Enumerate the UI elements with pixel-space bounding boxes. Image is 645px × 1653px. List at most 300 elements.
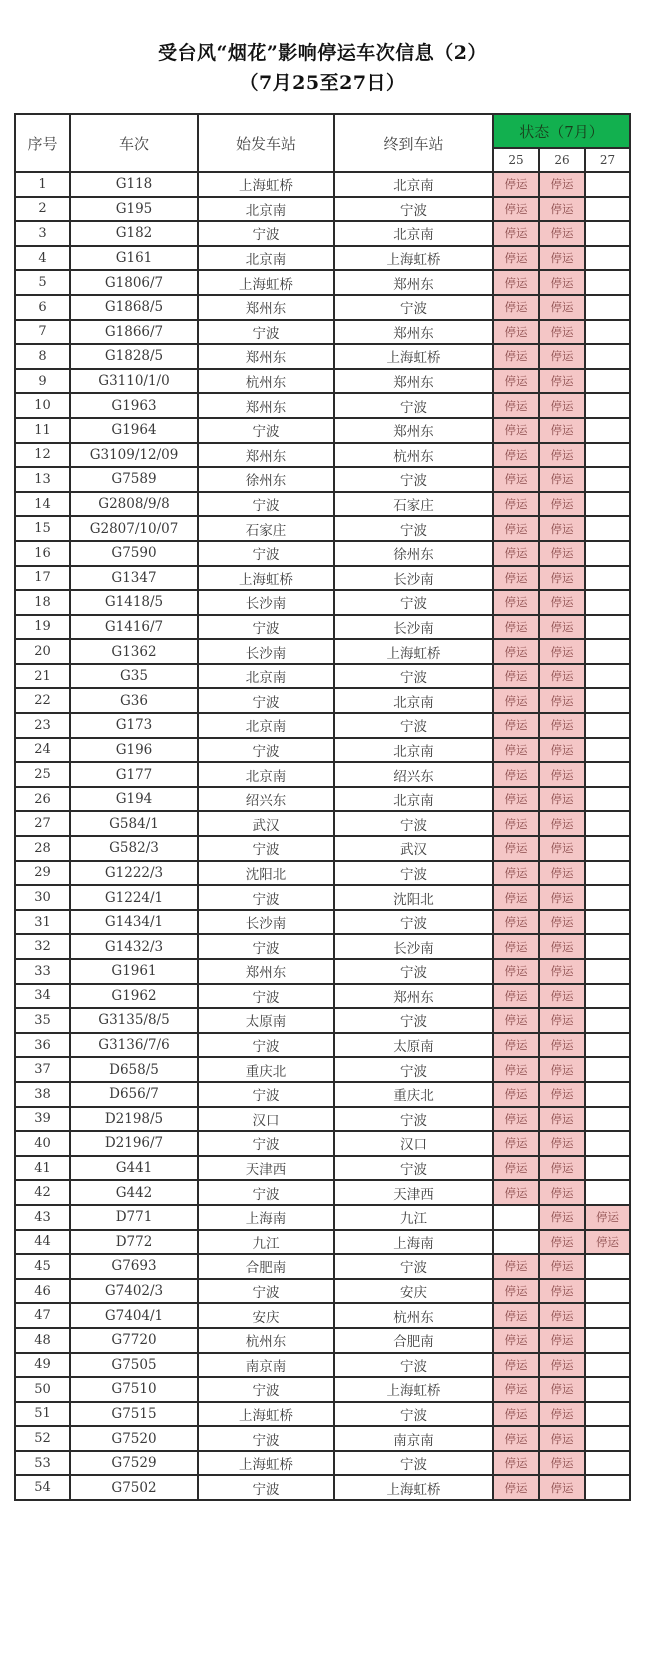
status-cell-day-26: 停运 (539, 1353, 585, 1378)
index-cell: 1 (15, 172, 70, 197)
status-cell-day-25: 停运 (493, 295, 539, 320)
status-cell-day-26: 停运 (539, 1426, 585, 1451)
status-cell-day-27 (585, 197, 630, 222)
train-cell: D2198/5 (70, 1107, 198, 1132)
index-cell: 4 (15, 246, 70, 271)
status-cell-day-26: 停运 (539, 738, 585, 763)
status-cell-day-26: 停运 (539, 1131, 585, 1156)
status-cell-day-25: 停运 (493, 688, 539, 713)
table-row (15, 320, 630, 345)
train-cell: G3109/12/09 (70, 443, 198, 468)
table-row (15, 861, 630, 886)
table-row (15, 787, 630, 812)
status-cell-day-27 (585, 541, 630, 566)
status-cell-day-27 (585, 320, 630, 345)
status-cell-day-25: 停运 (493, 590, 539, 615)
status-cell-day-26: 停运 (539, 270, 585, 295)
origin-cell: 郑州东 (198, 344, 334, 369)
status-cell-day-27 (585, 639, 630, 664)
page-subtitle: （7月25至27日） (239, 72, 406, 94)
status-cell-day-25: 停运 (493, 1107, 539, 1132)
status-cell-day-25: 停运 (493, 443, 539, 468)
table-row (15, 246, 630, 271)
destination-cell: 太原南 (334, 1033, 493, 1058)
train-cell: G1866/7 (70, 320, 198, 345)
origin-cell: 武汉 (198, 811, 334, 836)
status-cell-day-27 (585, 1451, 630, 1476)
train-cell: G173 (70, 713, 198, 738)
status-cell-day-27 (585, 1303, 630, 1328)
destination-cell: 宁波 (334, 910, 493, 935)
status-cell-day-27 (585, 1082, 630, 1107)
status-cell-day-26: 停运 (539, 418, 585, 443)
train-cell: G1806/7 (70, 270, 198, 295)
status-cell-day-26: 停运 (539, 516, 585, 541)
status-cell-day-27 (585, 516, 630, 541)
table-row (15, 1082, 630, 1107)
table-row (15, 1230, 630, 1255)
train-cell: G1868/5 (70, 295, 198, 320)
status-cell-day-25: 停运 (493, 1451, 539, 1476)
status-cell-day-25: 停运 (493, 172, 539, 197)
train-cell: G1964 (70, 418, 198, 443)
status-cell-day-25: 停运 (493, 320, 539, 345)
index-cell: 46 (15, 1279, 70, 1304)
status-cell-day-27 (585, 295, 630, 320)
destination-cell: 宁波 (334, 393, 493, 418)
index-cell: 53 (15, 1451, 70, 1476)
status-cell-day-26: 停运 (539, 836, 585, 861)
table-row (15, 1107, 630, 1132)
table-row (15, 344, 630, 369)
status-cell-day-25: 停运 (493, 1402, 539, 1427)
train-cell: G1222/3 (70, 861, 198, 886)
status-cell-day-27 (585, 1279, 630, 1304)
table-row (15, 836, 630, 861)
destination-cell: 郑州东 (334, 984, 493, 1009)
origin-cell: 杭州东 (198, 1328, 334, 1353)
origin-cell: 宁波 (198, 688, 334, 713)
train-cell: D772 (70, 1230, 198, 1255)
index-cell: 39 (15, 1107, 70, 1132)
status-cell-day-26: 停运 (539, 984, 585, 1009)
table-row (15, 762, 630, 787)
status-cell-day-25: 停运 (493, 787, 539, 812)
destination-cell: 北京南 (334, 787, 493, 812)
origin-cell: 宁波 (198, 1426, 334, 1451)
status-cell-day-25: 停运 (493, 1082, 539, 1107)
status-cell-day-27 (585, 1426, 630, 1451)
index-cell: 42 (15, 1180, 70, 1205)
status-cell-day-27 (585, 492, 630, 517)
status-cell-day-25: 停运 (493, 492, 539, 517)
status-cell-day-26: 停运 (539, 1205, 585, 1230)
index-cell: 23 (15, 713, 70, 738)
status-cell-day-26: 停运 (539, 541, 585, 566)
status-cell-day-27 (585, 246, 630, 271)
index-cell: 22 (15, 688, 70, 713)
index-cell: 54 (15, 1475, 70, 1500)
status-cell-day-26: 停运 (539, 1082, 585, 1107)
destination-cell: 长沙南 (334, 566, 493, 591)
train-cell: G3135/8/5 (70, 1008, 198, 1033)
status-cell-day-26: 停运 (539, 566, 585, 591)
status-cell-day-26: 停运 (539, 295, 585, 320)
status-cell-day-25: 停运 (493, 910, 539, 935)
status-cell-day-25: 停运 (493, 1131, 539, 1156)
status-cell-day-26: 停运 (539, 664, 585, 689)
index-cell: 17 (15, 566, 70, 591)
table-row (15, 1303, 630, 1328)
table-row (15, 615, 630, 640)
status-cell-day-27 (585, 1254, 630, 1279)
origin-cell: 郑州东 (198, 393, 334, 418)
train-cell: G182 (70, 221, 198, 246)
index-cell: 47 (15, 1303, 70, 1328)
status-cell-day-27 (585, 443, 630, 468)
origin-cell: 宁波 (198, 320, 334, 345)
destination-cell: 北京南 (334, 172, 493, 197)
status-cell-day-27 (585, 811, 630, 836)
index-cell: 51 (15, 1402, 70, 1427)
status-cell-day-25: 停运 (493, 615, 539, 640)
origin-cell: 上海虹桥 (198, 1402, 334, 1427)
index-cell: 40 (15, 1131, 70, 1156)
origin-cell: 南京南 (198, 1353, 334, 1378)
table-row (15, 1475, 630, 1500)
origin-cell: 北京南 (198, 713, 334, 738)
status-cell-day-25: 停运 (493, 566, 539, 591)
destination-cell: 南京南 (334, 1426, 493, 1451)
table-row (15, 910, 630, 935)
destination-cell: 沈阳北 (334, 885, 493, 910)
status-cell-day-26: 停运 (539, 197, 585, 222)
status-cell-day-27 (585, 1057, 630, 1082)
table-row (15, 1426, 630, 1451)
destination-cell: 宁波 (334, 664, 493, 689)
status-cell-day-25: 停运 (493, 1180, 539, 1205)
status-cell-day-27 (585, 910, 630, 935)
destination-cell: 重庆北 (334, 1082, 493, 1107)
destination-cell: 郑州东 (334, 270, 493, 295)
status-cell-day-27 (585, 713, 630, 738)
train-cell: G195 (70, 197, 198, 222)
train-cell: G7510 (70, 1377, 198, 1402)
train-cell: G7529 (70, 1451, 198, 1476)
status-cell-day-26: 停运 (539, 221, 585, 246)
status-cell-day-27 (585, 1328, 630, 1353)
status-cell-day-25 (493, 1205, 539, 1230)
train-cell: G7589 (70, 467, 198, 492)
status-cell-day-25: 停运 (493, 861, 539, 886)
destination-cell: 杭州东 (334, 1303, 493, 1328)
status-cell-day-26: 停运 (539, 1033, 585, 1058)
origin-cell: 宁波 (198, 1131, 334, 1156)
status-cell-day-27 (585, 836, 630, 861)
index-cell: 11 (15, 418, 70, 443)
status-cell-day-26: 停运 (539, 369, 585, 394)
status-cell-day-25: 停运 (493, 1426, 539, 1451)
status-cell-day-27 (585, 270, 630, 295)
status-cell-day-25: 停运 (493, 1377, 539, 1402)
status-cell-day-25: 停运 (493, 984, 539, 1009)
status-cell-day-25: 停运 (493, 1008, 539, 1033)
destination-cell: 绍兴东 (334, 762, 493, 787)
status-cell-day-27 (585, 787, 630, 812)
table-row (15, 221, 630, 246)
origin-cell: 上海虹桥 (198, 1451, 334, 1476)
status-cell-day-27 (585, 934, 630, 959)
status-cell-day-26: 停运 (539, 811, 585, 836)
status-cell-day-26: 停运 (539, 172, 585, 197)
status-cell-day-27 (585, 738, 630, 763)
status-cell-day-26: 停运 (539, 762, 585, 787)
status-cell-day-27 (585, 221, 630, 246)
index-cell: 25 (15, 762, 70, 787)
table-row (15, 664, 630, 689)
destination-cell: 宁波 (334, 1156, 493, 1181)
table-row (15, 811, 630, 836)
header-train: 车次 (70, 114, 198, 172)
header-destination: 终到车站 (334, 114, 493, 172)
table-row (15, 467, 630, 492)
destination-cell: 宁波 (334, 959, 493, 984)
train-cell: G1362 (70, 639, 198, 664)
table-row (15, 1377, 630, 1402)
table-row (15, 1057, 630, 1082)
origin-cell: 长沙南 (198, 910, 334, 935)
status-cell-day-26: 停运 (539, 688, 585, 713)
status-cell-day-27 (585, 590, 630, 615)
index-cell: 6 (15, 295, 70, 320)
origin-cell: 宁波 (198, 934, 334, 959)
status-cell-day-25 (493, 1230, 539, 1255)
origin-cell: 上海虹桥 (198, 566, 334, 591)
train-cell: G1416/7 (70, 615, 198, 640)
status-cell-day-25: 停运 (493, 885, 539, 910)
table-row (15, 1008, 630, 1033)
table-row (15, 713, 630, 738)
status-cell-day-27 (585, 615, 630, 640)
train-cell: G161 (70, 246, 198, 271)
origin-cell: 宁波 (198, 418, 334, 443)
train-cell: D658/5 (70, 1057, 198, 1082)
destination-cell: 宁波 (334, 467, 493, 492)
table-row (15, 639, 630, 664)
status-cell-day-26: 停运 (539, 787, 585, 812)
train-cell: G1434/1 (70, 910, 198, 935)
status-cell-day-26: 停运 (539, 1180, 585, 1205)
status-cell-day-25: 停运 (493, 467, 539, 492)
destination-cell: 宁波 (334, 1402, 493, 1427)
destination-cell: 宁波 (334, 811, 493, 836)
origin-cell: 宁波 (198, 1475, 334, 1500)
status-cell-day-25: 停运 (493, 1353, 539, 1378)
status-cell-day-25: 停运 (493, 1254, 539, 1279)
status-cell-day-27 (585, 1377, 630, 1402)
table-row (15, 1033, 630, 1058)
index-cell: 12 (15, 443, 70, 468)
origin-cell: 宁波 (198, 836, 334, 861)
status-cell-day-27 (585, 467, 630, 492)
table-row (15, 197, 630, 222)
origin-cell: 九江 (198, 1230, 334, 1255)
train-cell: G196 (70, 738, 198, 763)
destination-cell: 九江 (334, 1205, 493, 1230)
index-cell: 20 (15, 639, 70, 664)
status-cell-day-25: 停运 (493, 664, 539, 689)
status-cell-day-26: 停运 (539, 1402, 585, 1427)
train-cell: D771 (70, 1205, 198, 1230)
table-row (15, 738, 630, 763)
status-cell-day-25: 停运 (493, 246, 539, 271)
status-cell-day-25: 停运 (493, 738, 539, 763)
table-row (15, 959, 630, 984)
status-cell-day-26: 停运 (539, 1303, 585, 1328)
status-cell-day-27 (585, 984, 630, 1009)
origin-cell: 北京南 (198, 762, 334, 787)
status-cell-day-26: 停运 (539, 246, 585, 271)
train-cell: D2196/7 (70, 1131, 198, 1156)
index-cell: 41 (15, 1156, 70, 1181)
table-row (15, 369, 630, 394)
destination-cell: 宁波 (334, 197, 493, 222)
origin-cell: 郑州东 (198, 959, 334, 984)
train-cell: G1963 (70, 393, 198, 418)
destination-cell: 宁波 (334, 295, 493, 320)
train-cell: G3136/7/6 (70, 1033, 198, 1058)
status-cell-day-26: 停运 (539, 1008, 585, 1033)
destination-cell: 安庆 (334, 1279, 493, 1304)
status-cell-day-25: 停运 (493, 344, 539, 369)
table-row (15, 443, 630, 468)
destination-cell: 郑州东 (334, 320, 493, 345)
train-cell: G2807/10/07 (70, 516, 198, 541)
status-cell-day-27 (585, 762, 630, 787)
page-title: 受台风“烟花”影响停运车次信息（2） (157, 42, 488, 64)
destination-cell: 汉口 (334, 1131, 493, 1156)
status-cell-day-25: 停运 (493, 516, 539, 541)
destination-cell: 宁波 (334, 1353, 493, 1378)
origin-cell: 宁波 (198, 1033, 334, 1058)
status-cell-day-25: 停运 (493, 836, 539, 861)
status-cell-day-27 (585, 1475, 630, 1500)
table-row (15, 516, 630, 541)
destination-cell: 宁波 (334, 713, 493, 738)
status-cell-day-26: 停运 (539, 443, 585, 468)
origin-cell: 宁波 (198, 1082, 334, 1107)
table-row (15, 492, 630, 517)
destination-cell: 宁波 (334, 516, 493, 541)
destination-cell: 武汉 (334, 836, 493, 861)
status-cell-day-26: 停运 (539, 1156, 585, 1181)
table-row (15, 541, 630, 566)
destination-cell: 天津西 (334, 1180, 493, 1205)
destination-cell: 长沙南 (334, 934, 493, 959)
table-row (15, 1402, 630, 1427)
status-cell-day-25: 停运 (493, 713, 539, 738)
status-cell-day-26: 停运 (539, 1279, 585, 1304)
table-row (15, 590, 630, 615)
status-cell-day-26: 停运 (539, 639, 585, 664)
table-row (15, 393, 630, 418)
train-cell: G1418/5 (70, 590, 198, 615)
index-cell: 19 (15, 615, 70, 640)
origin-cell: 宁波 (198, 541, 334, 566)
origin-cell: 绍兴东 (198, 787, 334, 812)
status-cell-day-25: 停运 (493, 1057, 539, 1082)
train-cell: G194 (70, 787, 198, 812)
origin-cell: 宁波 (198, 1180, 334, 1205)
train-cell: D656/7 (70, 1082, 198, 1107)
status-cell-day-27 (585, 344, 630, 369)
origin-cell: 北京南 (198, 664, 334, 689)
train-cell: G7505 (70, 1353, 198, 1378)
status-cell-day-27 (585, 1008, 630, 1033)
origin-cell: 合肥南 (198, 1254, 334, 1279)
destination-cell: 上海虹桥 (334, 1475, 493, 1500)
status-cell-day-27 (585, 1156, 630, 1181)
origin-cell: 上海虹桥 (198, 270, 334, 295)
status-cell-day-26: 停运 (539, 910, 585, 935)
destination-cell: 宁波 (334, 590, 493, 615)
origin-cell: 北京南 (198, 246, 334, 271)
table-row (15, 1205, 630, 1230)
train-cell: G1224/1 (70, 885, 198, 910)
table-row (15, 172, 630, 197)
table-row (15, 295, 630, 320)
origin-cell: 太原南 (198, 1008, 334, 1033)
origin-cell: 汉口 (198, 1107, 334, 1132)
index-cell: 50 (15, 1377, 70, 1402)
destination-cell: 长沙南 (334, 615, 493, 640)
train-cell: G36 (70, 688, 198, 713)
status-cell-day-27 (585, 1131, 630, 1156)
status-cell-day-25: 停运 (493, 1033, 539, 1058)
train-cell: G7520 (70, 1426, 198, 1451)
status-cell-day-27 (585, 418, 630, 443)
origin-cell: 宁波 (198, 885, 334, 910)
train-cell: G1962 (70, 984, 198, 1009)
status-cell-day-27 (585, 1107, 630, 1132)
train-cell: G7404/1 (70, 1303, 198, 1328)
table-row (15, 1180, 630, 1205)
status-cell-day-27 (585, 861, 630, 886)
table-row (15, 1451, 630, 1476)
status-cell-day-26: 停运 (539, 1057, 585, 1082)
index-cell: 33 (15, 959, 70, 984)
train-cell: G7402/3 (70, 1279, 198, 1304)
index-cell: 49 (15, 1353, 70, 1378)
destination-cell: 宁波 (334, 861, 493, 886)
train-cell: G7720 (70, 1328, 198, 1353)
destination-cell: 北京南 (334, 688, 493, 713)
status-cell-day-26: 停运 (539, 492, 585, 517)
origin-cell: 上海虹桥 (198, 172, 334, 197)
status-cell-day-27: 停运 (585, 1230, 630, 1255)
index-cell: 2 (15, 197, 70, 222)
table-row (15, 418, 630, 443)
status-cell-day-27: 停运 (585, 1205, 630, 1230)
index-cell: 15 (15, 516, 70, 541)
suspended-trains-table (14, 113, 631, 1501)
train-cell: G177 (70, 762, 198, 787)
table-row (15, 1353, 630, 1378)
index-cell: 5 (15, 270, 70, 295)
status-cell-day-26: 停运 (539, 959, 585, 984)
table-row (15, 270, 630, 295)
train-cell: G442 (70, 1180, 198, 1205)
